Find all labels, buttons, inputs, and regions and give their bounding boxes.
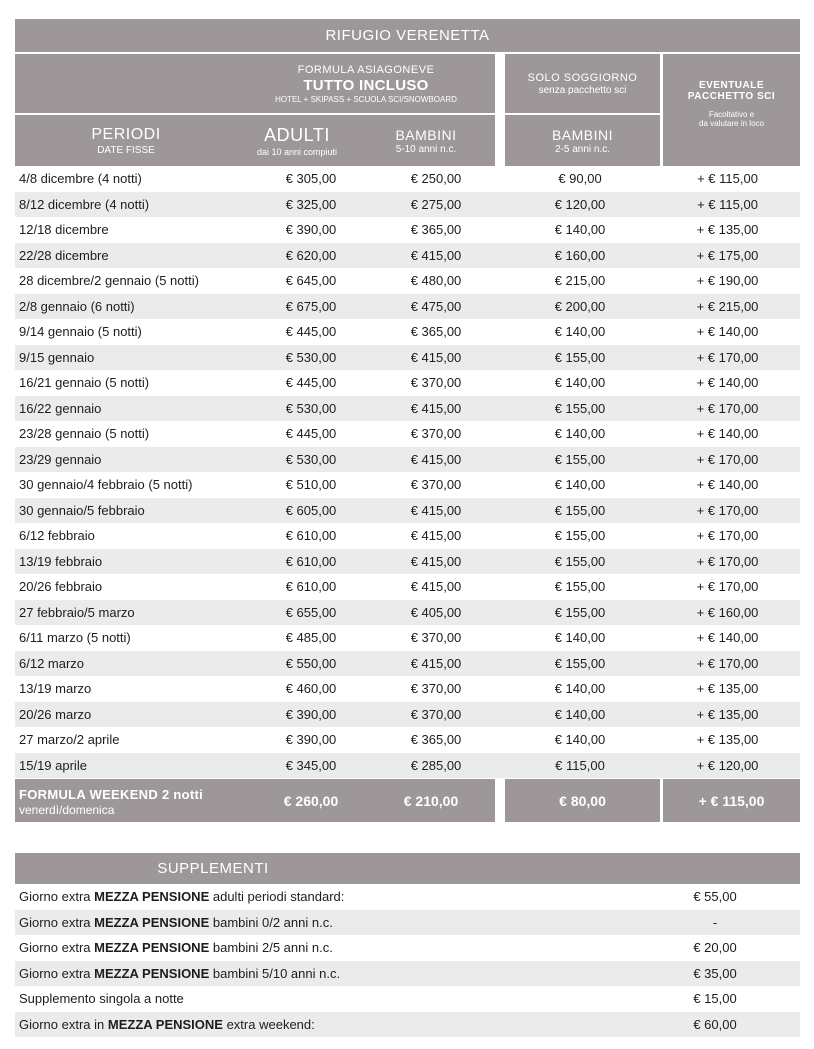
weekend-label: FORMULA WEEKEND 2 notti [19, 787, 204, 802]
table-row [15, 523, 800, 549]
solo-cell: € 140,00 [554, 681, 606, 697]
adulti-cell: € 510,00 [285, 477, 337, 493]
supplemento-label [15, 889, 635, 904]
periodo-cell: 9/14 gennaio (5 notti) [19, 324, 142, 340]
table-row [15, 702, 800, 728]
supplemento-label [15, 915, 635, 930]
bambini-cell: € 415,00 [410, 655, 462, 671]
weekend-row [15, 779, 800, 822]
table-row [15, 574, 800, 600]
weekend-adulti: € 260,00 [283, 793, 339, 809]
table-row [15, 676, 800, 702]
table-row [15, 396, 800, 422]
adulti-cell: € 390,00 [285, 222, 337, 238]
solo-line1: SOLO SOGGIORNO [527, 71, 638, 84]
solo-line2: senza pacchetto sci [538, 84, 627, 96]
table-row [15, 192, 800, 218]
pacchetto-note2: da valutare in loco [699, 119, 764, 128]
solo-cell: € 155,00 [554, 349, 606, 365]
table-row [15, 753, 800, 779]
periodo-cell: 28 dicembre/2 gennaio (5 notti) [19, 273, 199, 289]
bambini-cell: € 405,00 [410, 604, 462, 620]
solo-cell: € 200,00 [554, 298, 606, 314]
bambini-cell: € 365,00 [410, 732, 462, 748]
supplemento-label-pre: Giorno extra [19, 940, 95, 956]
supplemento-label-pre: Supplemento singola a notte [19, 991, 184, 1007]
table-row [15, 243, 800, 269]
bambini-cell: € 415,00 [410, 579, 462, 595]
supplemento-label [15, 1017, 635, 1032]
supplemento-label-bold: MEZZA PENSIONE [94, 889, 210, 905]
pacchetto-cell: + € 135,00 [696, 222, 759, 238]
bambini-title: BAMBINI [395, 126, 457, 143]
pacchetto-cell: + € 140,00 [696, 324, 759, 340]
bambini-header [357, 115, 495, 166]
pacchetto-cell: + € 115,00 [697, 196, 758, 212]
pacchetto-line1: EVENTUALE [698, 80, 765, 91]
solo-bambini-title: BAMBINI [551, 126, 614, 143]
bambini-cell: € 415,00 [410, 247, 462, 263]
table-row [15, 421, 800, 447]
supplemento-value: € 60,00 [693, 1016, 737, 1032]
supplemento-row [15, 1012, 800, 1038]
pacchetto-cell: + € 140,00 [696, 426, 759, 442]
pacchetto-cell: + € 170,00 [696, 349, 759, 365]
supplemento-label-post: bambini 2/5 anni n.c. [209, 940, 333, 956]
formula-header [237, 54, 495, 113]
adulti-cell: € 485,00 [285, 630, 337, 646]
periodi-header [15, 115, 237, 166]
solo-bambini-sub: 2-5 anni n.c. [554, 143, 611, 155]
adulti-header [237, 115, 357, 166]
table-row [15, 319, 800, 345]
adulti-cell: € 325,00 [285, 196, 337, 212]
weekend-bambini: € 210,00 [403, 793, 459, 809]
supplemento-value: € 55,00 [693, 889, 737, 905]
supplemento-label-pre: Giorno extra [19, 965, 95, 981]
table-row [15, 498, 800, 524]
periodo-cell: 9/15 gennaio [19, 349, 95, 365]
periodo-cell: 8/12 dicembre (4 notti) [19, 196, 150, 212]
solo-cell: € 140,00 [554, 732, 606, 748]
supplemento-row [15, 961, 800, 987]
adulti-cell: € 345,00 [285, 757, 337, 773]
periodo-cell: 16/21 gennaio (5 notti) [19, 375, 150, 391]
bambini-cell: € 415,00 [410, 349, 462, 365]
pacchetto-cell: + € 170,00 [696, 579, 759, 595]
supplemento-label-post: bambini 0/2 anni n.c. [209, 914, 333, 930]
weekend-pacchetto: + € 115,00 [663, 779, 800, 822]
supplementi-title [15, 853, 800, 884]
solo-bambini-header [505, 115, 660, 166]
pacchetto-cell: + € 120,00 [696, 757, 759, 773]
supplemento-value: - [712, 914, 718, 930]
periodo-cell: 23/28 gennaio (5 notti) [19, 426, 150, 442]
adulti-cell: € 530,00 [285, 451, 337, 467]
solo-cell: € 155,00 [554, 553, 606, 569]
supplemento-label [15, 940, 635, 955]
pacchetto-cell: + € 115,00 [697, 171, 758, 187]
adulti-cell: € 620,00 [285, 247, 337, 263]
bambini-cell: € 370,00 [410, 681, 462, 697]
table-row [15, 600, 800, 626]
bambini-cell: € 275,00 [410, 196, 462, 212]
periodo-cell: 15/19 aprile [19, 757, 87, 773]
supplemento-value: € 15,00 [693, 991, 737, 1007]
periodo-cell: 22/28 dicembre [19, 247, 109, 263]
periodo-cell: 2/8 gennaio (6 notti) [19, 298, 135, 314]
solo-cell: € 140,00 [554, 630, 606, 646]
formula-line2: TUTTO INCLUSO [303, 76, 429, 94]
periodo-cell: 30 gennaio/4 febbraio (5 notti) [19, 477, 193, 493]
adulti-cell: € 445,00 [285, 324, 337, 340]
table-row [15, 268, 800, 294]
adulti-cell: € 530,00 [285, 400, 337, 416]
supplemento-label [15, 991, 635, 1006]
table-row [15, 549, 800, 575]
pacchetto-cell: + € 140,00 [696, 630, 759, 646]
table-row [15, 447, 800, 473]
adulti-cell: € 390,00 [285, 706, 337, 722]
periodo-cell: 23/29 gennaio [19, 451, 102, 467]
solo-cell: € 155,00 [554, 528, 606, 544]
periodo-cell: 27 marzo/2 aprile [19, 732, 120, 748]
supplemento-row [15, 884, 800, 910]
formula-line3: HOTEL + SKIPASS + SCUOLA SCI/SNOWBOARD [275, 94, 457, 104]
bambini-cell: € 370,00 [410, 426, 462, 442]
supplemento-label-bold: MEZZA PENSIONE [107, 1016, 223, 1032]
bambini-cell: € 250,00 [410, 171, 462, 187]
supplemento-label-bold: MEZZA PENSIONE [94, 914, 210, 930]
pacchetto-cell: + € 135,00 [696, 706, 759, 722]
pacchetto-cell: + € 170,00 [696, 502, 759, 518]
solo-cell: € 155,00 [554, 604, 606, 620]
adulti-cell: € 605,00 [285, 502, 337, 518]
table-row [15, 651, 800, 677]
periodo-cell: 13/19 marzo [19, 681, 92, 697]
periodo-cell: 12/18 dicembre [19, 222, 109, 238]
pacchetto-cell: + € 135,00 [696, 681, 759, 697]
bambini-cell: € 365,00 [410, 222, 462, 238]
supplemento-label-pre: Giorno extra [19, 889, 95, 905]
periodo-cell: 4/8 dicembre (4 notti) [19, 171, 142, 187]
bambini-cell: € 415,00 [410, 400, 462, 416]
table-row [15, 370, 800, 396]
pacchetto-cell: + € 160,00 [696, 604, 759, 620]
periodo-cell: 6/12 marzo [19, 655, 85, 671]
supplemento-label [15, 966, 635, 981]
pacchetto-cell: + € 135,00 [696, 732, 759, 748]
table-row [15, 727, 800, 753]
bambini-sub: 5-10 anni n.c. [395, 143, 457, 155]
supplemento-label-pre: Giorno extra [19, 914, 95, 930]
pacchetto-cell: + € 170,00 [696, 451, 759, 467]
solo-cell: € 90,00 [558, 171, 602, 187]
adulti-cell: € 305,00 [285, 171, 337, 187]
adulti-cell: € 390,00 [285, 732, 337, 748]
pacchetto-note1: Facoltativo e [708, 110, 755, 119]
pacchetto-cell: + € 140,00 [696, 477, 759, 493]
solo-cell: € 155,00 [554, 400, 606, 416]
adulti-cell: € 445,00 [285, 375, 337, 391]
adulti-cell: € 550,00 [285, 655, 337, 671]
adulti-cell: € 610,00 [285, 553, 337, 569]
table-row [15, 217, 800, 243]
bambini-cell: € 370,00 [410, 630, 462, 646]
supplemento-label-bold: MEZZA PENSIONE [94, 965, 210, 981]
pacchetto-header [663, 80, 800, 128]
bambini-cell: € 415,00 [410, 451, 462, 467]
solo-cell: € 215,00 [554, 273, 606, 289]
bambini-cell: € 370,00 [410, 706, 462, 722]
periodo-cell: 20/26 febbraio [19, 579, 103, 595]
pacchetto-line2: PACCHETTO SCI [687, 91, 776, 102]
supplemento-value: € 35,00 [693, 965, 737, 981]
table-row [15, 166, 800, 192]
bambini-cell: € 415,00 [410, 528, 462, 544]
solo-cell: € 155,00 [554, 655, 606, 671]
bambini-cell: € 415,00 [410, 553, 462, 569]
solo-cell: € 120,00 [554, 196, 606, 212]
solo-cell: € 140,00 [554, 706, 606, 722]
pacchetto-cell: + € 170,00 [696, 528, 759, 544]
table-title: RIFUGIO VERENETTA [15, 19, 800, 52]
solo-cell: € 160,00 [554, 247, 606, 263]
periodo-cell: 16/22 gennaio [19, 400, 102, 416]
solo-cell: € 155,00 [554, 451, 606, 467]
solo-cell: € 155,00 [554, 579, 606, 595]
supplementi-rows [15, 884, 800, 1037]
periodo-cell: 13/19 febbraio [19, 553, 103, 569]
supplemento-row [15, 986, 800, 1012]
supplementi-title-text: SUPPLEMENTI [157, 860, 269, 877]
bambini-cell: € 480,00 [410, 273, 462, 289]
pacchetto-cell: + € 190,00 [696, 273, 759, 289]
periodo-cell: 27 febbraio/5 marzo [19, 604, 135, 620]
pacchetto-cell: + € 175,00 [696, 247, 759, 263]
adulti-sub: dai 10 anni compiuti [256, 146, 338, 157]
weekend-sub: venerdì/domenica [19, 803, 115, 817]
supplemento-row [15, 935, 800, 961]
price-table [15, 19, 800, 822]
supplemento-row [15, 910, 800, 936]
adulti-cell: € 445,00 [285, 426, 337, 442]
periodi-title: PERIODI [91, 125, 161, 143]
adulti-cell: € 655,00 [285, 604, 337, 620]
table-header [15, 54, 800, 166]
periodo-cell: 6/12 febbraio [19, 528, 95, 544]
table-row [15, 625, 800, 651]
bambini-cell: € 370,00 [410, 477, 462, 493]
supplemento-label-post: bambini 5/10 anni n.c. [209, 965, 341, 981]
bambini-cell: € 365,00 [410, 324, 462, 340]
adulti-title: ADULTI [264, 124, 330, 145]
supplemento-value: € 20,00 [693, 940, 737, 956]
adulti-cell: € 530,00 [285, 349, 337, 365]
periodi-sub: DATE FISSE [97, 144, 155, 156]
price-rows [15, 166, 800, 778]
periodo-cell: 20/26 marzo [19, 706, 92, 722]
solo-cell: € 140,00 [554, 477, 606, 493]
periodo-cell: 30 gennaio/5 febbraio [19, 502, 145, 518]
solo-cell: € 155,00 [554, 502, 606, 518]
bambini-cell: € 475,00 [410, 298, 462, 314]
table-row [15, 294, 800, 320]
supplemento-label-post: adulti periodi standard: [209, 889, 345, 905]
pacchetto-cell: + € 170,00 [696, 400, 759, 416]
adulti-cell: € 610,00 [285, 579, 337, 595]
solo-cell: € 115,00 [555, 757, 605, 773]
adulti-cell: € 645,00 [285, 273, 337, 289]
bambini-cell: € 370,00 [410, 375, 462, 391]
supplemento-label-pre: Giorno extra in [19, 1016, 108, 1032]
solo-cell: € 140,00 [554, 324, 606, 340]
table-row [15, 472, 800, 498]
solo-header [505, 54, 660, 113]
pacchetto-cell: + € 170,00 [696, 655, 759, 671]
solo-cell: € 140,00 [554, 375, 606, 391]
formula-line1: FORMULA ASIAGONEVE [297, 63, 435, 76]
supplementi-table [15, 853, 800, 1037]
weekend-solo: € 80,00 [505, 779, 660, 822]
bambini-cell: € 285,00 [410, 757, 462, 773]
solo-cell: € 140,00 [554, 222, 606, 238]
adulti-cell: € 460,00 [285, 681, 337, 697]
table-row [15, 345, 800, 371]
periodo-cell: 6/11 marzo (5 notti) [19, 630, 131, 646]
pacchetto-cell: + € 170,00 [696, 553, 759, 569]
bambini-cell: € 415,00 [410, 502, 462, 518]
adulti-cell: € 610,00 [285, 528, 337, 544]
adulti-cell: € 675,00 [285, 298, 337, 314]
supplemento-label-bold: MEZZA PENSIONE [94, 940, 210, 956]
pacchetto-cell: + € 140,00 [696, 375, 759, 391]
supplemento-label-post: extra weekend: [222, 1016, 315, 1032]
pacchetto-cell: + € 215,00 [696, 298, 759, 314]
solo-cell: € 140,00 [554, 426, 606, 442]
